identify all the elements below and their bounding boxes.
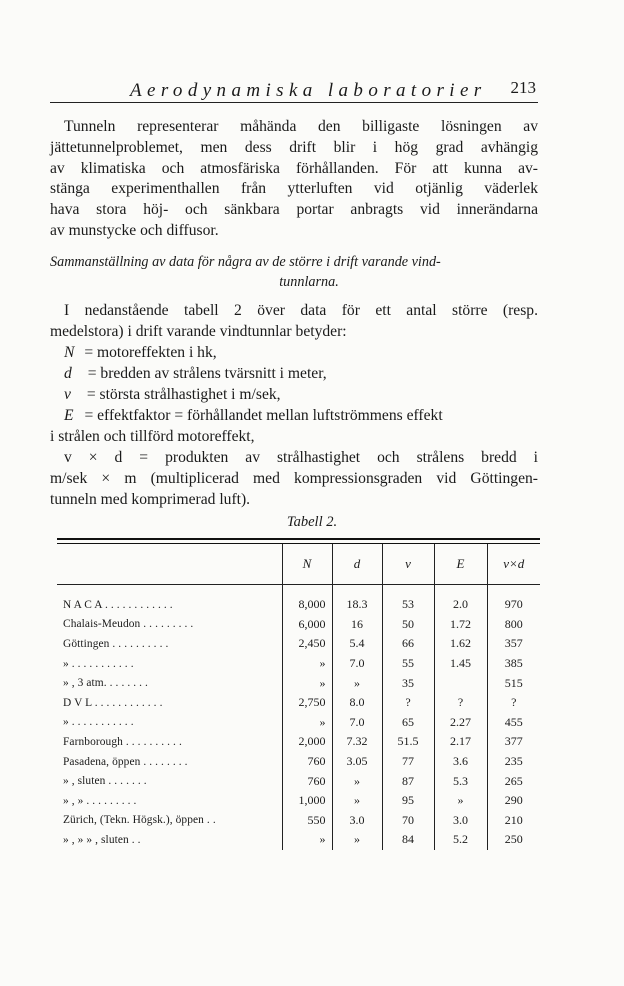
vd-cell: ? bbox=[487, 693, 540, 713]
table-row bbox=[57, 791, 540, 811]
intro-line: stänga experimenthallen från ytterluften vid otjänlig väderlek bbox=[50, 180, 538, 198]
spacer-cell bbox=[57, 585, 282, 596]
vd-cell: 265 bbox=[487, 771, 540, 791]
intro-line: Tunneln representerar måhända den billigaste lösningen av bbox=[64, 118, 538, 135]
row-name-cell: » . . . . . . . . . . . bbox=[63, 657, 134, 670]
v-cell: 70 bbox=[382, 811, 434, 831]
table-row bbox=[57, 615, 540, 635]
vd-cell: 455 bbox=[487, 713, 540, 733]
v-cell: 87 bbox=[382, 771, 434, 791]
d-cell: 7.0 bbox=[332, 713, 382, 733]
vd-cell: 377 bbox=[487, 732, 540, 752]
n-cell: 2,000 bbox=[282, 732, 332, 752]
vd-line: tunneln med komprimerad luft). bbox=[50, 490, 251, 508]
row-name-cell: Pasadena, öppen . . . . . . . . bbox=[63, 755, 188, 768]
v-cell: 35 bbox=[382, 673, 434, 693]
e-cell: 2.0 bbox=[434, 595, 487, 615]
e-cell: 1.62 bbox=[434, 634, 487, 654]
n-cell: » bbox=[282, 654, 332, 674]
intro-line: jättetunnelproblemet, men dess drift blir i hög grad avhängig bbox=[50, 138, 538, 156]
d-cell: 3.0 bbox=[332, 811, 382, 831]
spacer-cell bbox=[282, 585, 332, 596]
vd-definition bbox=[50, 448, 538, 510]
row-name-cell: Göttingen . . . . . . . . . . bbox=[63, 637, 169, 650]
table-row bbox=[57, 713, 540, 733]
row-name-cell: » , » . . . . . . . . . bbox=[63, 794, 137, 807]
d-cell: 7.32 bbox=[332, 732, 382, 752]
definition-text: = motoreffekten i hk, bbox=[84, 344, 217, 361]
d-cell: 16 bbox=[332, 615, 382, 635]
spacer-cell bbox=[332, 585, 382, 596]
header-cell-e: E bbox=[434, 544, 487, 585]
v-cell: 77 bbox=[382, 752, 434, 772]
definition-text: = effektfaktor = förhållandet mellan luftströmmens effekt bbox=[84, 407, 443, 424]
definition-symbol: v bbox=[64, 386, 71, 403]
table-row bbox=[57, 752, 540, 772]
data-table bbox=[57, 544, 540, 850]
n-cell: » bbox=[282, 673, 332, 693]
definition-n bbox=[64, 343, 552, 364]
d-cell: 18.3 bbox=[332, 595, 382, 615]
n-cell: 760 bbox=[282, 752, 332, 772]
row-name-cell: » , 3 atm. . . . . . . . bbox=[63, 677, 148, 690]
vd-cell: 210 bbox=[487, 811, 540, 831]
intro-paragraph bbox=[50, 117, 538, 242]
e-cell: 3.0 bbox=[434, 811, 487, 831]
table-row bbox=[57, 811, 540, 831]
vd-cell: 385 bbox=[487, 654, 540, 674]
section-title-line: Sammanställning av data för några av de större i drift varande vind- bbox=[50, 254, 441, 270]
table-spacer-row bbox=[57, 585, 540, 596]
row-name-cell: » , sluten . . . . . . . bbox=[63, 775, 147, 788]
header-cell-vd: v×d bbox=[487, 544, 540, 585]
vd-cell: 235 bbox=[487, 752, 540, 772]
row-name-cell: » , » » , sluten . . bbox=[63, 833, 141, 846]
table-intro-paragraph bbox=[50, 301, 538, 343]
row-name-cell: Zürich, (Tekn. Högsk.), öppen . . bbox=[63, 814, 216, 827]
table-row bbox=[57, 673, 540, 693]
table-row bbox=[57, 654, 540, 674]
intro-line: av munstycke och diffusor. bbox=[50, 221, 219, 239]
e-cell: 3.6 bbox=[434, 752, 487, 772]
row-name-cell: D V L . . . . . . . . . . . . bbox=[63, 696, 163, 709]
table-row bbox=[57, 830, 540, 850]
n-cell: 8,000 bbox=[282, 595, 332, 615]
n-cell: 6,000 bbox=[282, 615, 332, 635]
running-header bbox=[50, 76, 538, 102]
n-cell: 1,000 bbox=[282, 791, 332, 811]
v-cell: 53 bbox=[382, 595, 434, 615]
d-cell: 8.0 bbox=[332, 693, 382, 713]
definition-v bbox=[64, 385, 552, 406]
vd-line: m/sek × m (multiplicerad med kompressionsgraden vid Göttingen- bbox=[50, 469, 538, 487]
d-cell: 5.4 bbox=[332, 634, 382, 654]
d-cell: » bbox=[332, 791, 382, 811]
d-cell: » bbox=[332, 771, 382, 791]
vd-cell: 970 bbox=[487, 595, 540, 615]
section-title-line: tunnlarna. bbox=[279, 274, 339, 290]
n-cell: » bbox=[282, 713, 332, 733]
row-name-cell: » . . . . . . . . . . . bbox=[63, 716, 134, 729]
e-cell: ? bbox=[434, 693, 487, 713]
n-cell: 760 bbox=[282, 771, 332, 791]
header-cell-name bbox=[57, 544, 282, 585]
table-row bbox=[57, 693, 540, 713]
vd-cell: 357 bbox=[487, 634, 540, 654]
e-cell: 5.2 bbox=[434, 830, 487, 850]
d-cell: 3.05 bbox=[332, 752, 382, 772]
v-cell: 95 bbox=[382, 791, 434, 811]
definition-text: = bredden av strålens tvärsnitt i meter, bbox=[87, 365, 327, 382]
definition-symbol: E bbox=[64, 407, 74, 424]
n-cell: 2,450 bbox=[282, 634, 332, 654]
spacer-cell bbox=[434, 585, 487, 596]
vd-cell: 515 bbox=[487, 673, 540, 693]
table-row bbox=[57, 595, 540, 615]
intro-line: av klimatiska och atmosfäriska förhållanden. För att kunna av- bbox=[50, 159, 538, 177]
definition-d bbox=[64, 364, 552, 385]
v-cell: 51.5 bbox=[382, 732, 434, 752]
table-top-rule bbox=[57, 538, 540, 540]
d-cell: » bbox=[332, 673, 382, 693]
vd-line: v × d = produkten av strålhastighet och strålens bredd i bbox=[64, 449, 538, 466]
e-cell: » bbox=[434, 791, 487, 811]
v-cell: 66 bbox=[382, 634, 434, 654]
v-cell: 55 bbox=[382, 654, 434, 674]
header-cell-n: N bbox=[282, 544, 332, 585]
definition-e-continuation: i strålen och tillförd motoreffekt, bbox=[50, 428, 255, 445]
table-row bbox=[57, 634, 540, 654]
row-name-cell: Farnborough . . . . . . . . . . bbox=[63, 735, 182, 748]
v-cell: ? bbox=[382, 693, 434, 713]
d-cell: » bbox=[332, 830, 382, 850]
table-row bbox=[57, 732, 540, 752]
n-cell: 550 bbox=[282, 811, 332, 831]
e-cell: 2.27 bbox=[434, 713, 487, 733]
e-cell: 1.72 bbox=[434, 615, 487, 635]
definition-e bbox=[64, 406, 538, 427]
spacer-cell bbox=[382, 585, 434, 596]
intro-line: hava stora höj- och sänkbara portar anbragts vid innerändarna bbox=[50, 201, 538, 219]
v-cell: 65 bbox=[382, 713, 434, 733]
page-number: 213 bbox=[510, 78, 536, 97]
table-header-row bbox=[57, 544, 540, 585]
e-cell: 5.3 bbox=[434, 771, 487, 791]
table-row bbox=[57, 771, 540, 791]
vd-cell: 250 bbox=[487, 830, 540, 850]
vd-cell: 800 bbox=[487, 615, 540, 635]
header-cell-d: d bbox=[332, 544, 382, 585]
n-cell: 2,750 bbox=[282, 693, 332, 713]
definition-symbol: d bbox=[64, 365, 72, 382]
definition-symbol: N bbox=[64, 344, 75, 361]
v-cell: 50 bbox=[382, 615, 434, 635]
e-cell: 1.45 bbox=[434, 654, 487, 674]
row-name-cell: Chalais-Meudon . . . . . . . . . bbox=[63, 618, 194, 631]
header-rule bbox=[50, 102, 538, 103]
table-intro-line: medelstora) i drift varande vindtunnlar betyder: bbox=[50, 322, 347, 340]
vd-cell: 290 bbox=[487, 791, 540, 811]
n-cell: » bbox=[282, 830, 332, 850]
header-cell-v: v bbox=[382, 544, 434, 585]
table-body bbox=[57, 585, 540, 850]
running-title: Aerodynamiska laboratorier bbox=[130, 80, 487, 101]
row-name-cell: N A C A . . . . . . . . . . . . bbox=[63, 598, 173, 611]
e-cell bbox=[434, 673, 487, 693]
spacer-cell bbox=[487, 585, 540, 596]
definition-text: = största strålhastighet i m/sek, bbox=[86, 386, 281, 403]
table-intro-line: I nedanstående tabell 2 över data för ett antal större (resp. bbox=[64, 302, 538, 319]
d-cell: 7.0 bbox=[332, 654, 382, 674]
v-cell: 84 bbox=[382, 830, 434, 850]
section-title bbox=[50, 252, 538, 292]
table-caption: Tabell 2. bbox=[286, 514, 338, 530]
e-cell: 2.17 bbox=[434, 732, 487, 752]
